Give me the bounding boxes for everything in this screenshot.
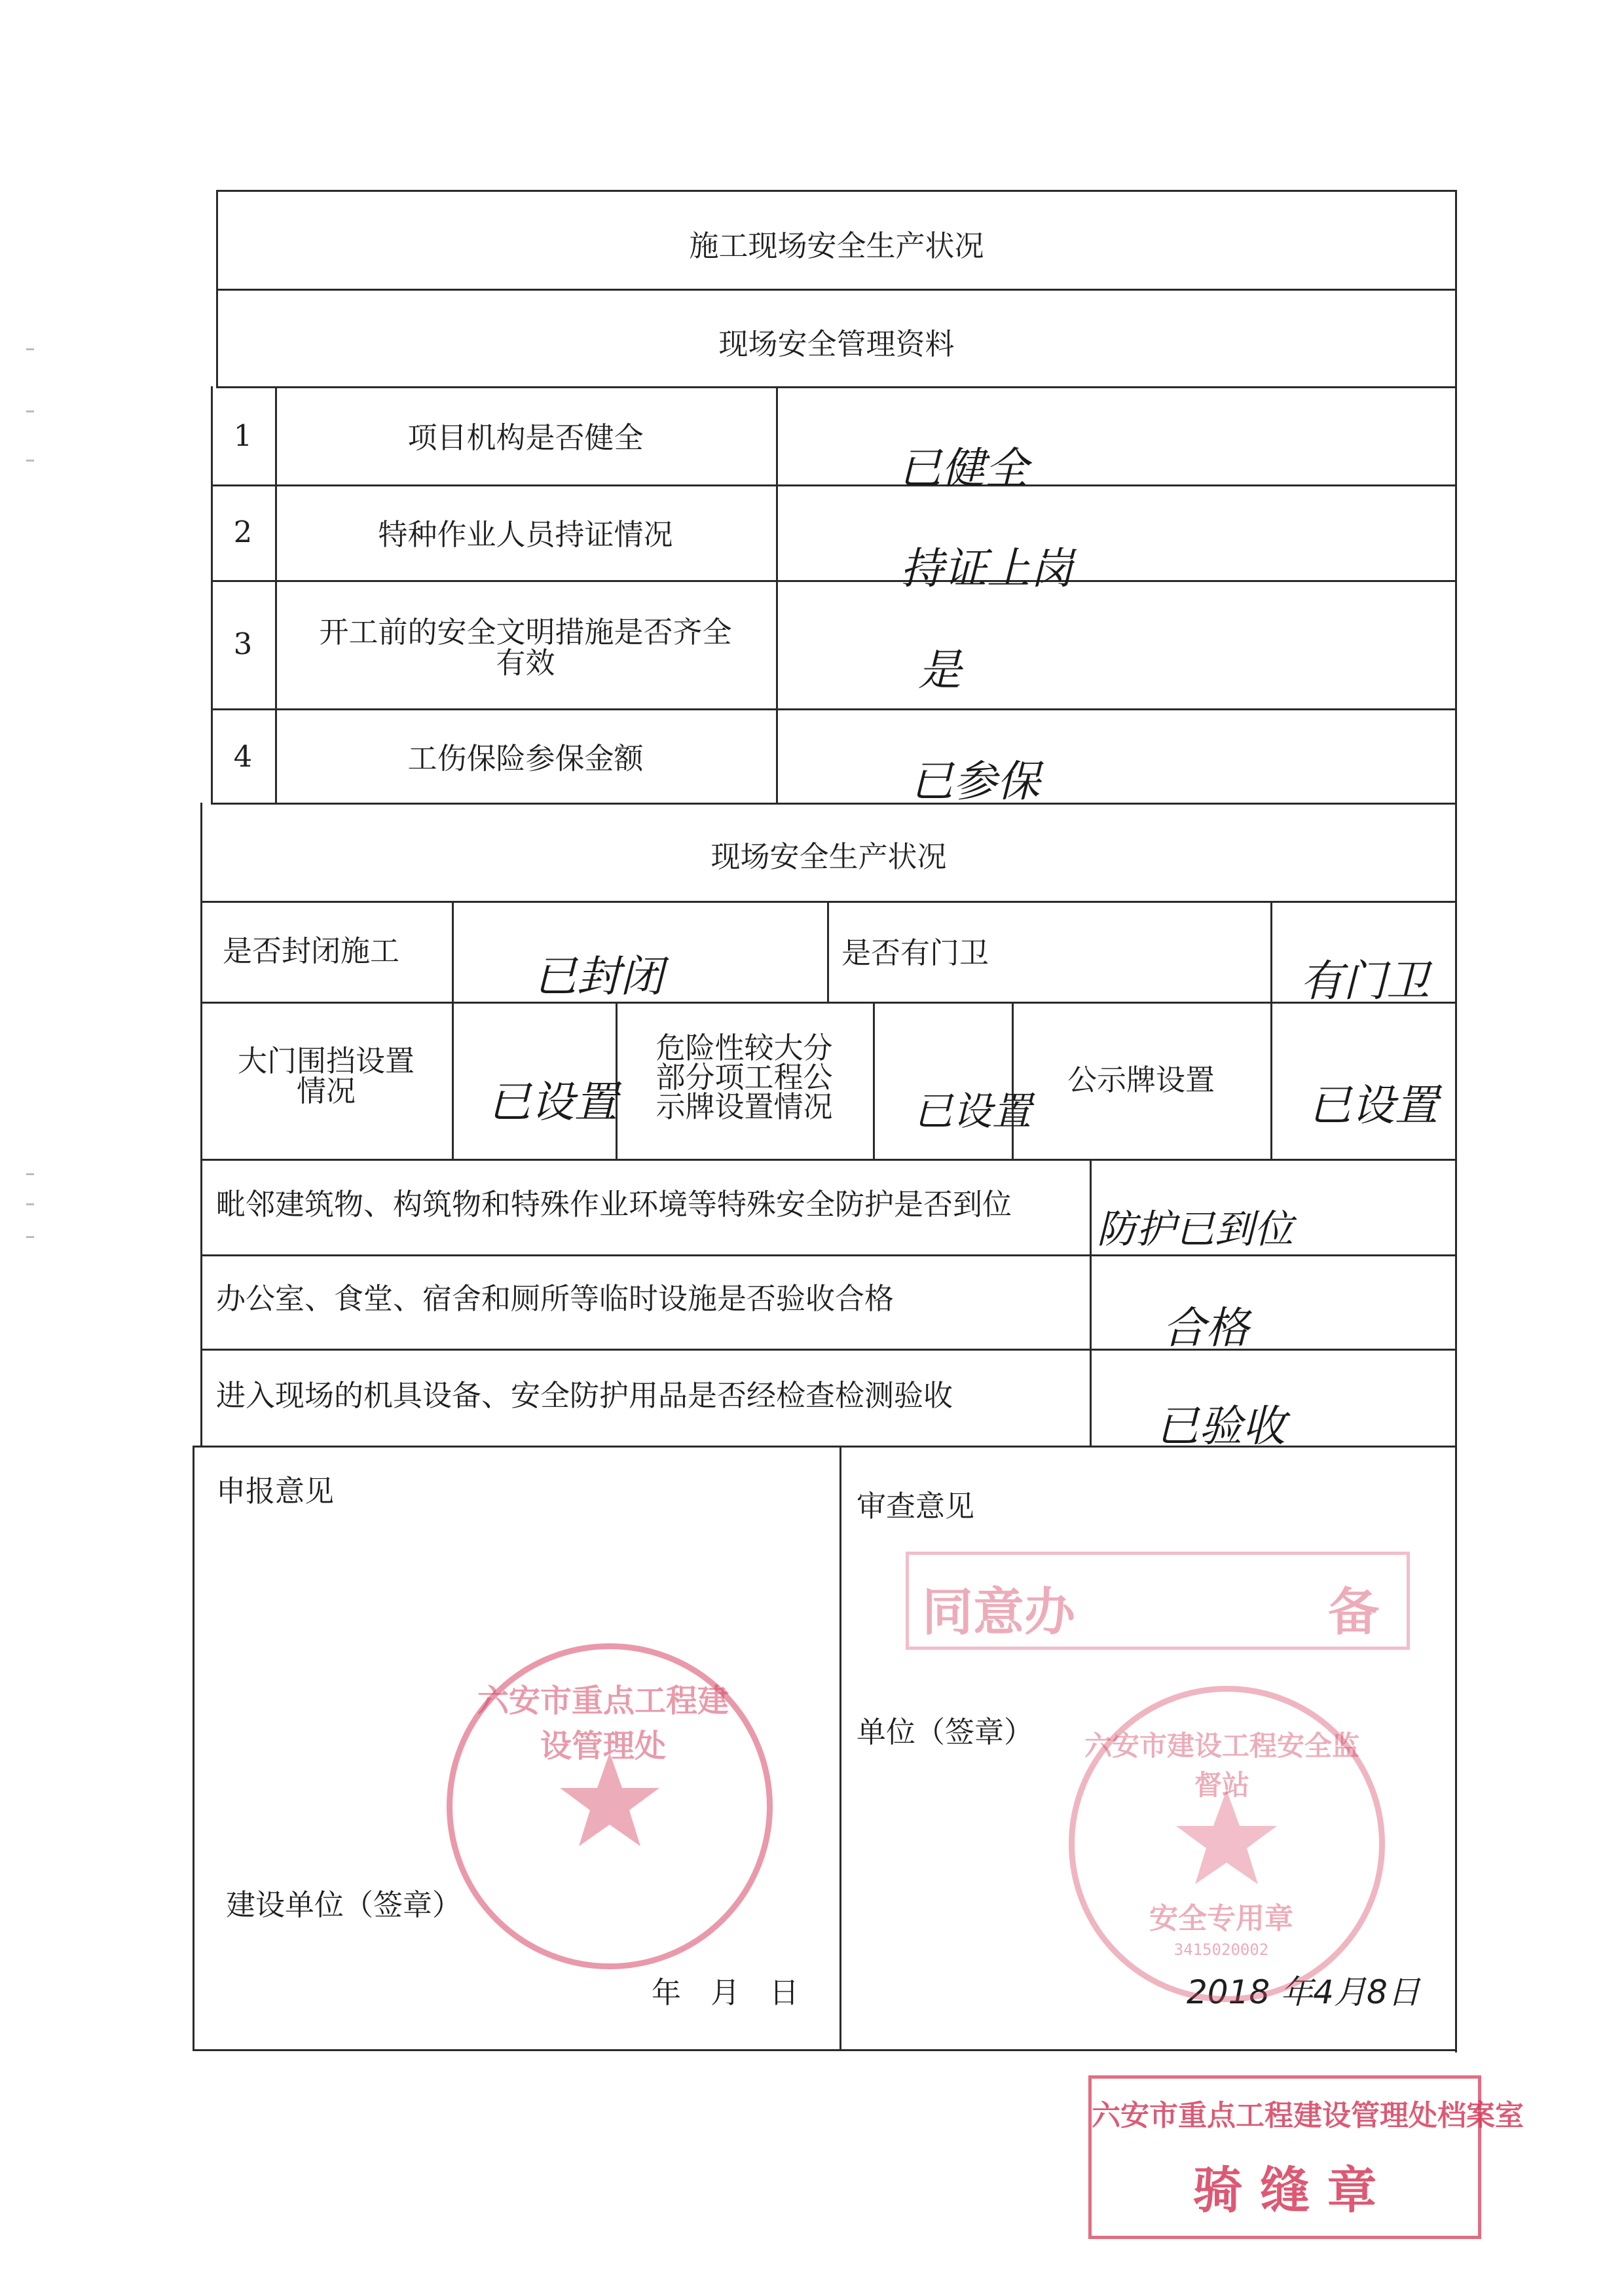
- check-value: 防护已到位: [1097, 1207, 1293, 1252]
- seal-number: 3415020002: [1173, 1941, 1269, 1959]
- row-number: 3: [233, 627, 253, 661]
- row-number: 4: [233, 739, 253, 774]
- unit-sign-label: 单位（签章）: [857, 1715, 1034, 1749]
- seal-text: 六安市重点工程建设管理处: [477, 1683, 729, 1764]
- rule: [776, 386, 778, 804]
- gate-label: 大门围挡设置: [237, 1044, 415, 1078]
- archive-stamp-title: 六安市重点工程建设管理处档案室: [1092, 2099, 1524, 2132]
- guard-value: 有门卫: [1300, 956, 1430, 1006]
- rule: [840, 1446, 841, 2051]
- scan-mark: [26, 1236, 34, 1238]
- rule: [211, 580, 1457, 582]
- review-date: 2018 年4月8日: [1187, 1973, 1420, 2011]
- scan-mark: [26, 1173, 34, 1175]
- check-value: 合格: [1162, 1303, 1249, 1353]
- builder-sign-label: 建设单位（签章）: [226, 1887, 462, 1922]
- handwritten-answer: 已参保: [910, 756, 1040, 807]
- left-date: 年 月 日: [652, 1975, 800, 2010]
- rule: [216, 289, 1457, 291]
- rule: [200, 1159, 1457, 1161]
- rule: [211, 803, 1457, 805]
- section-heading: 现场安全生产状况: [710, 839, 947, 874]
- enclosed-value: 已封闭: [534, 951, 663, 1002]
- archive-stamp: [1088, 2075, 1524, 2239]
- scan-mark: [26, 410, 34, 412]
- table-border-left: [193, 1446, 194, 2051]
- table-border-top: [216, 190, 1457, 192]
- danger-value: 已设置: [913, 1089, 1031, 1135]
- handwritten-answer: 是: [918, 645, 961, 695]
- seal-stamp: [447, 1643, 773, 1969]
- rule: [216, 386, 1457, 388]
- gate-value: 已设置: [488, 1077, 618, 1127]
- rule: [827, 901, 829, 1002]
- scan-mark: [26, 348, 34, 350]
- guard-label: 是否有门卫: [841, 936, 989, 970]
- supervision-seal: [1069, 1686, 1385, 2002]
- row-number: 1: [233, 418, 253, 453]
- danger-label: 示牌设置情况: [655, 1089, 833, 1124]
- rule: [200, 1254, 1457, 1256]
- check-label: 办公室、食堂、宿舍和厕所等临时设施是否验收合格: [216, 1281, 895, 1316]
- approval-stamp: [906, 1552, 1410, 1650]
- check-label: 进入现场的机具设备、安全防护用品是否经检查检测验收: [216, 1378, 953, 1413]
- row-number: 2: [233, 515, 253, 549]
- gate-label: 情况: [296, 1074, 356, 1108]
- seal-text: 六安市建设工程安全监督站: [1084, 1730, 1359, 1801]
- section-heading: 现场安全管理资料: [718, 327, 955, 361]
- row-label: 项目机构是否健全: [407, 420, 644, 455]
- report-opinion-label: 申报意见: [216, 1474, 335, 1508]
- rule: [1090, 1159, 1092, 1447]
- table-border-bottom: [193, 2049, 1457, 2051]
- row-label: 有效: [496, 646, 555, 680]
- rule: [211, 484, 1457, 486]
- check-value: 已验收: [1156, 1401, 1285, 1451]
- notice-label: 公示牌设置: [1067, 1063, 1215, 1097]
- table-border-left: [200, 803, 202, 1448]
- row-label: 特种作业人员持证情况: [378, 517, 673, 552]
- table-border-right: [1455, 190, 1457, 2052]
- approval-stamp-text: 备: [1328, 1582, 1380, 1642]
- scan-mark: [26, 460, 34, 462]
- danger-label: 危险性较大分: [655, 1030, 833, 1065]
- rule: [211, 708, 1457, 710]
- scan-mark: [26, 1203, 34, 1205]
- row-label: 工伤保险参保金额: [407, 741, 644, 776]
- enclosed-label: 是否封闭施工: [223, 934, 400, 968]
- handwritten-answer: 持证上岗: [900, 543, 1073, 594]
- rule: [1270, 901, 1272, 1159]
- danger-label: 部分项工程公: [655, 1060, 833, 1095]
- rule: [200, 1002, 1457, 1004]
- rule: [452, 901, 454, 1159]
- review-opinion-label: 审查意见: [857, 1489, 975, 1523]
- rule: [200, 1349, 1457, 1351]
- approval-stamp-text: 同意办: [922, 1582, 1076, 1642]
- notice-value: 已设置: [1308, 1080, 1438, 1131]
- seal-text: 安全专用章: [1149, 1902, 1293, 1935]
- handwritten-answer: 已健全: [898, 443, 1028, 494]
- form-title: 施工现场安全生产状况: [689, 228, 984, 263]
- check-label: 毗邻建筑物、构筑物和特殊作业环境等特殊安全防护是否到位: [216, 1187, 1012, 1222]
- row-label: 开工前的安全文明措施是否齐全: [319, 615, 732, 649]
- archive-stamp-label: 骑 缝 章: [1192, 2161, 1377, 2219]
- rule: [873, 1002, 875, 1159]
